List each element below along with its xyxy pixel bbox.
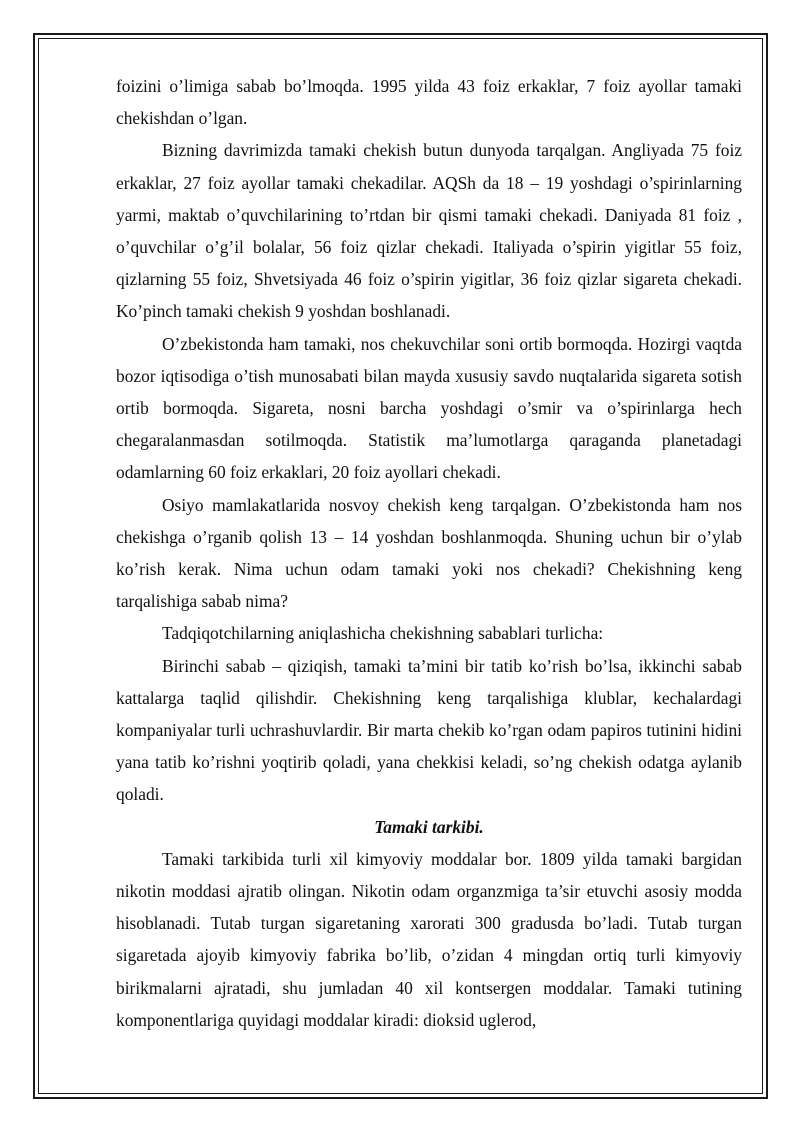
paragraph-5: Tadqiqotchilarning aniqlashicha chekishning sabablari turlicha: xyxy=(162,623,604,644)
paragraph-7: Tamaki tarkibida turli xil kimyoviy moddalar bor. 1809 yilda tamaki bargidan nikotin moddasi ajratib olingan. Nikotin odam organzmiga ta’sir etuvchi asosiy modda hisoblanadi. Tutab turgan sigaretaning xarorati 300 gradusda bo’ladi. Tutab turgan sigaretada ajoyib kimyoviy fabrika bo’lib, o’zidan 4 mingdan ortiq turli kimyoviy birikmalarni ajratadi, shu jumladan 40 xil kontsergen moddalar. Tamaki tutining komponentlariga quyidagi moddalar kiradi: dioksid uglerod, xyxy=(116,848,742,1030)
section-heading: Tamaki tarkibi. xyxy=(374,816,484,837)
paragraph-2: Bizning davrimizda tamaki chekish butun dunyoda tarqalgan. Angliyada 75 foiz erkaklar, 27 foiz ayollar tamaki chekadilar. AQSh da 18 – 19 yoshdagi o’spirinlarning yarmi, maktab o’quvchilarining to’rtdan bir qismi tamaki chekadi. Daniyada 81 foiz , o’quvchilar o’g’il bolalar, 56 foiz qizlar chekadi. Italiyada o’spirin yigitlar 55 foiz, qizlarning 55 foiz, Shvetsiyada 46 foiz o’spirin yigitlar, 36 foiz qizlar sigareta chekadi. Ko’pinch tamaki chekish 9 yoshdan boshlanadi. xyxy=(116,140,742,322)
paragraph-4: Osiyo mamlakatlarida nosvoy chekish keng tarqalgan. O’zbekistonda ham nos chekishga o’rganib qolish 13 – 14 yoshdan boshlanmoqda. Shuning uchun bir o’ylab ko’rish kerak. Nima uchun odam tamaki yoki nos chekadi? Chekishning keng tarqalishiga sabab nima? xyxy=(116,494,742,612)
paragraph-6: Birinchi sabab – qiziqish, tamaki ta’mini bir tatib ko’rish bo’lsa, ikkinchi sabab kattalarga taqlid qilishdir. Chekishning keng tarqalishiga klublar, kechalardagi kompaniyalar turli uchrashuvlardir. Bir marta chekib ko’rgan odam papiros tutinini hidini yana tatib ko’rishni yoqtirib qoladi, yana chekkisi keladi, so’ng chekish odatga aylanib qoladi. xyxy=(116,655,742,805)
document-body xyxy=(116,70,742,1036)
paragraph-3: O’zbekistonda ham tamaki, nos chekuvchilar soni ortib bormoqda. Hozirgi vaqtda bozor iqtisodiga o’tish munosabati bilan mayda xususiy savdo nuqtalarida sigareta sotish ortib bormoqda. Sigareta, nosni barcha yoshdagi o’smir va o’spirinlarga hech chegaralanmasdan sotilmoqda. Statistik ma’lumotlarga qaraganda planetadagi odamlarning 60 foiz erkaklari, 20 foiz ayollari chekadi. xyxy=(116,333,742,483)
paragraph-1: foizini o’limiga sabab bo’lmoqda. 1995 yilda 43 foiz erkaklar, 7 foiz ayollar tamaki chekishdan o’lgan. xyxy=(116,76,742,129)
